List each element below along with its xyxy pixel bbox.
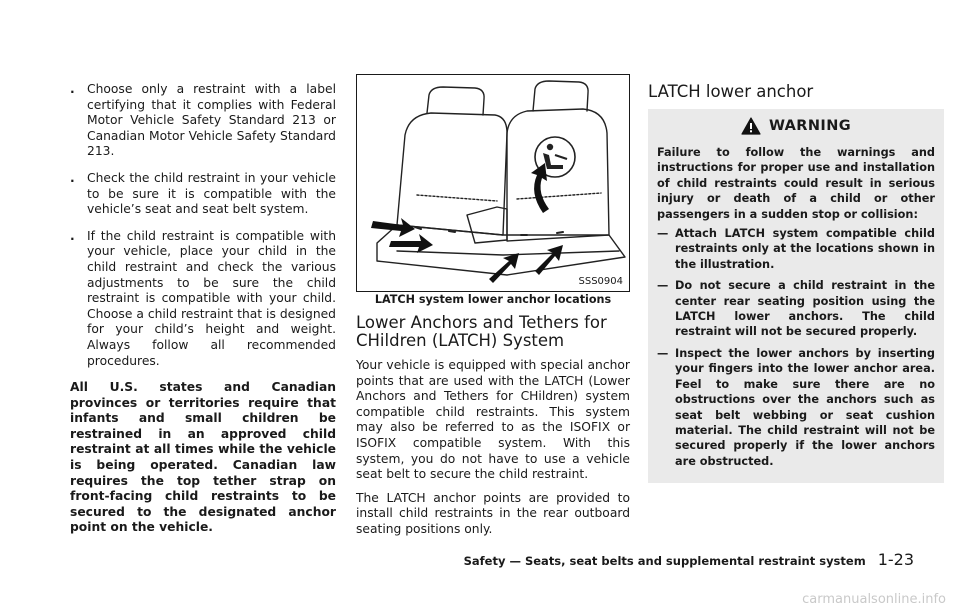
figure-caption: LATCH system lower anchor locations [374,293,612,306]
list-item: — Do not secure a child restraint in the center rear seating position using the LATCH lower anchors. The child restraint will not be secured properly. [657,279,935,339]
list-item: — Inspect the lower anchors by inserting your fingers into the lower anchor area. Feel to make sure there are no obstructions over the anchors such as seat belt webbing or seat cushion material. The child restraint will not be secured properly if the lower anchors are obstructed. [657,346,935,468]
subsection-heading: LATCH lower anchor [648,82,814,101]
warning-intro: Failure to follow the warnings and instructions for proper use and installation of child restraints could result in serious injury or death of a child or other passengers in a sudden stop or collision: [657,146,935,221]
body-paragraph: The LATCH anchor points are provided to install child restraints in the rear outboard seating positions only. [356,490,630,536]
middle-column [356,74,630,546]
figure-code: SSS0904 [578,276,623,287]
list-item: . Choose only a restraint with a label certifying that it complies with Federal Motor Vehicle Safety Standard 213 or Canadian Motor Vehicle Safety Standard 213. [70,82,336,159]
latch-illustration [356,74,630,292]
anchor-arrows [371,163,563,283]
right-column [648,82,944,483]
list-item: — Attach LATCH system compatible child restraints only at the locations shown in the illustration. [657,227,935,271]
section-heading: Lower Anchors and Tethers for CHildren (LATCH) System [356,313,607,350]
list-item: . If the child restraint is compatible with your vehicle, place your child in the child restraint and check the various adjustments to be sure the child restraint is compatible with your child. Choose a child restraint that is designed for your child’s height and weight. Always follow all recommended procedures. [70,228,336,368]
body-paragraph: Your vehicle is equipped with special anchor points that are used with the LATCH (Lower Anchors and Tethers for CHildren) system compatible child restraints. This system may also be referred to as the ISOFIX or ISOFIX compatible system. With this system, you do not have to use a vehicle seat belt to secure the child restraint. [356,358,630,482]
left-column [70,82,336,536]
law-requirement-paragraph: All U.S. states and Canadian provinces or territories require that infants and small children be restrained in an approved child restraint at all times while the vehicle is being operated. Canadian law requires the top tether strap on front-facing child restraints to be secured to the designated anchor point on the vehicle. [70,380,336,535]
warning-list [657,226,935,469]
page-number: 1-23 [877,550,914,569]
chapter-title: Safety — Seats, seat belts and supplemental restraint system [463,554,866,568]
watermark: carmanualsonline.info [802,592,946,607]
rear-seat-illustration [357,75,628,290]
requirements-list [70,82,336,369]
warning-title: WARNING [768,118,852,134]
warning-box [648,109,944,483]
list-item: . Check the child restraint in your vehicle to be sure it is compatible with the vehicle’s seat and seat belt system. [70,170,336,217]
page-footer [464,550,914,569]
warning-header [657,117,935,135]
warning-triangle-icon [741,117,761,135]
